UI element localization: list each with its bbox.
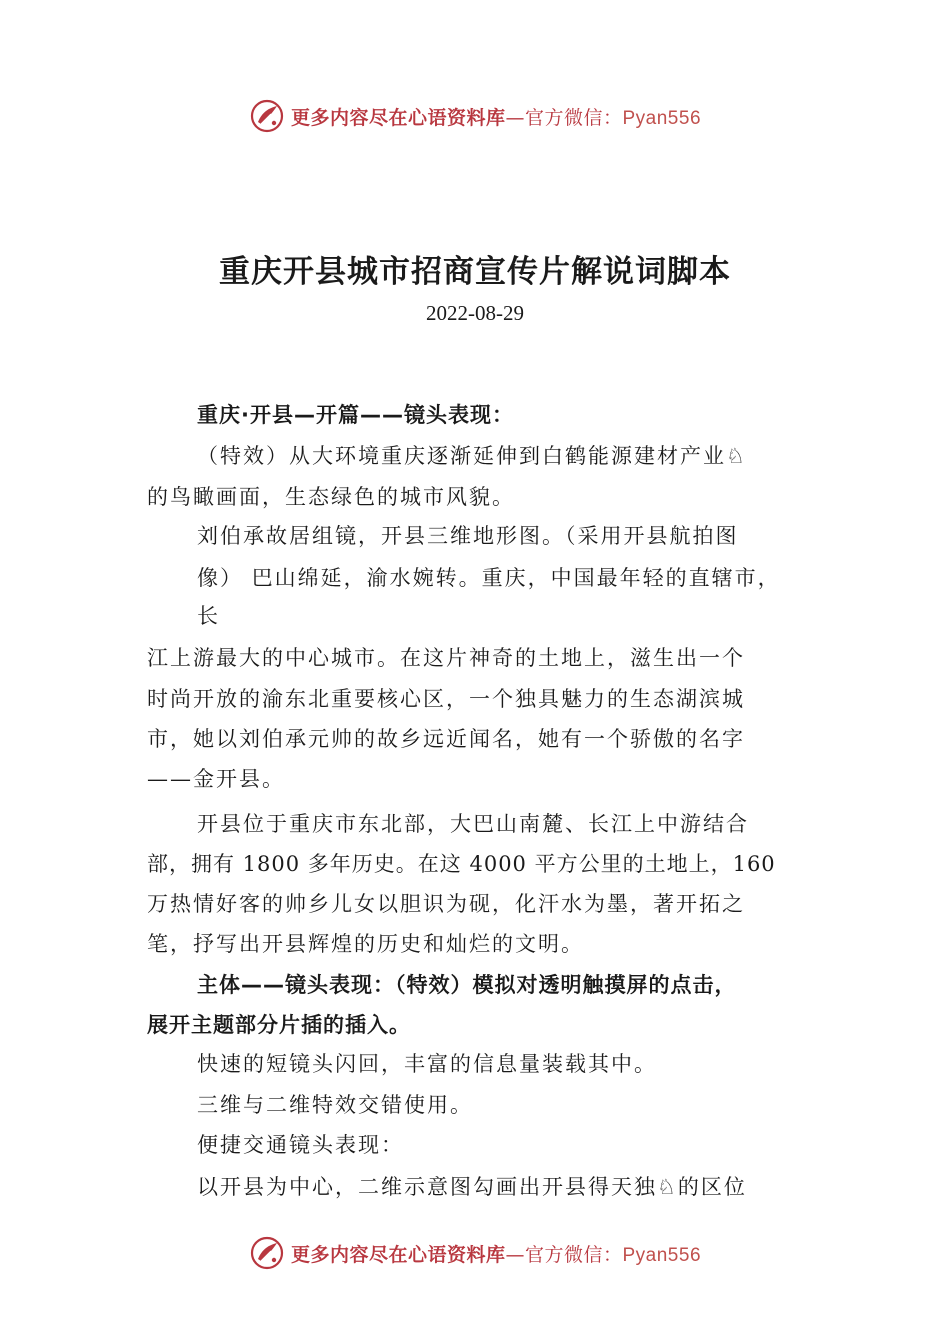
body-line: 万热情好客的帅乡儿女以胆识为砚，化汗水为墨，著开拓之 <box>147 892 745 916</box>
body-line: 笔，抒写出开县辉煌的历史和灿烂的文明。 <box>147 932 584 956</box>
watermark-text: 更多内容尽在心语资料库—官方微信：Pyan556 <box>290 1243 702 1266</box>
body-line: 像） 巴山绵延，渝水婉转。重庆，中国最年轻的直辖市， <box>197 566 781 590</box>
body-line: （特效）从大环境重庆逐渐延伸到白鹤能源建材产业♘ <box>197 444 747 468</box>
body-line: 时尚开放的渝东北重要核心区，一个独具魅力的生态湖滨城 <box>147 687 745 711</box>
body-line: 以开县为中心，二维示意图勾画出开县得天独♘的区位 <box>197 1175 747 1199</box>
library-logo-icon <box>249 98 285 134</box>
body-line: ——金开县。 <box>147 767 285 791</box>
body-line: 部，拥有 1800 多年历史。在这 4000 平方公里的土地上，160 <box>147 852 776 876</box>
body-line: 快速的短镜头闪回，丰富的信息量装载其中。 <box>197 1052 657 1076</box>
watermark-banner-bottom <box>0 1233 950 1273</box>
watermark-text: 更多内容尽在心语资料库—官方微信：Pyan556 <box>290 106 702 129</box>
document-date: 2022-08-29 <box>426 301 524 325</box>
section-heading-opening: 重庆·开县—开篇——镜头表现： <box>197 403 514 427</box>
body-line: 市，她以刘伯承元帅的故乡远近闻名，她有一个骄傲的名字 <box>147 727 745 751</box>
library-logo-icon <box>249 1235 285 1271</box>
body-line: 刘伯承故居组镜，开县三维地形图。（采用开县航拍图 <box>197 524 739 548</box>
body-line: 三维与二维特效交错使用。 <box>197 1093 473 1117</box>
document-title: 重庆开县城市招商宣传片解说词脚本 <box>219 254 731 290</box>
body-line: 便捷交通镜头表现： <box>197 1133 404 1157</box>
body-line: 开县位于重庆市东北部，大巴山南麓、长江上中游结合 <box>197 812 749 836</box>
body-line: 的鸟瞰画面，生态绿色的城市风貌。 <box>147 485 515 509</box>
watermark-banner-top <box>0 96 950 136</box>
section-heading-main-cont: 展开主题部分片插的插入。 <box>147 1013 411 1037</box>
body-line: 长 <box>197 604 220 628</box>
section-heading-main: 主体——镜头表现：（特效）模拟对透明触摸屏的点击， <box>197 973 737 997</box>
body-line: 江上游最大的中心城市。在这片神奇的土地上，滋生出一个 <box>147 646 745 670</box>
